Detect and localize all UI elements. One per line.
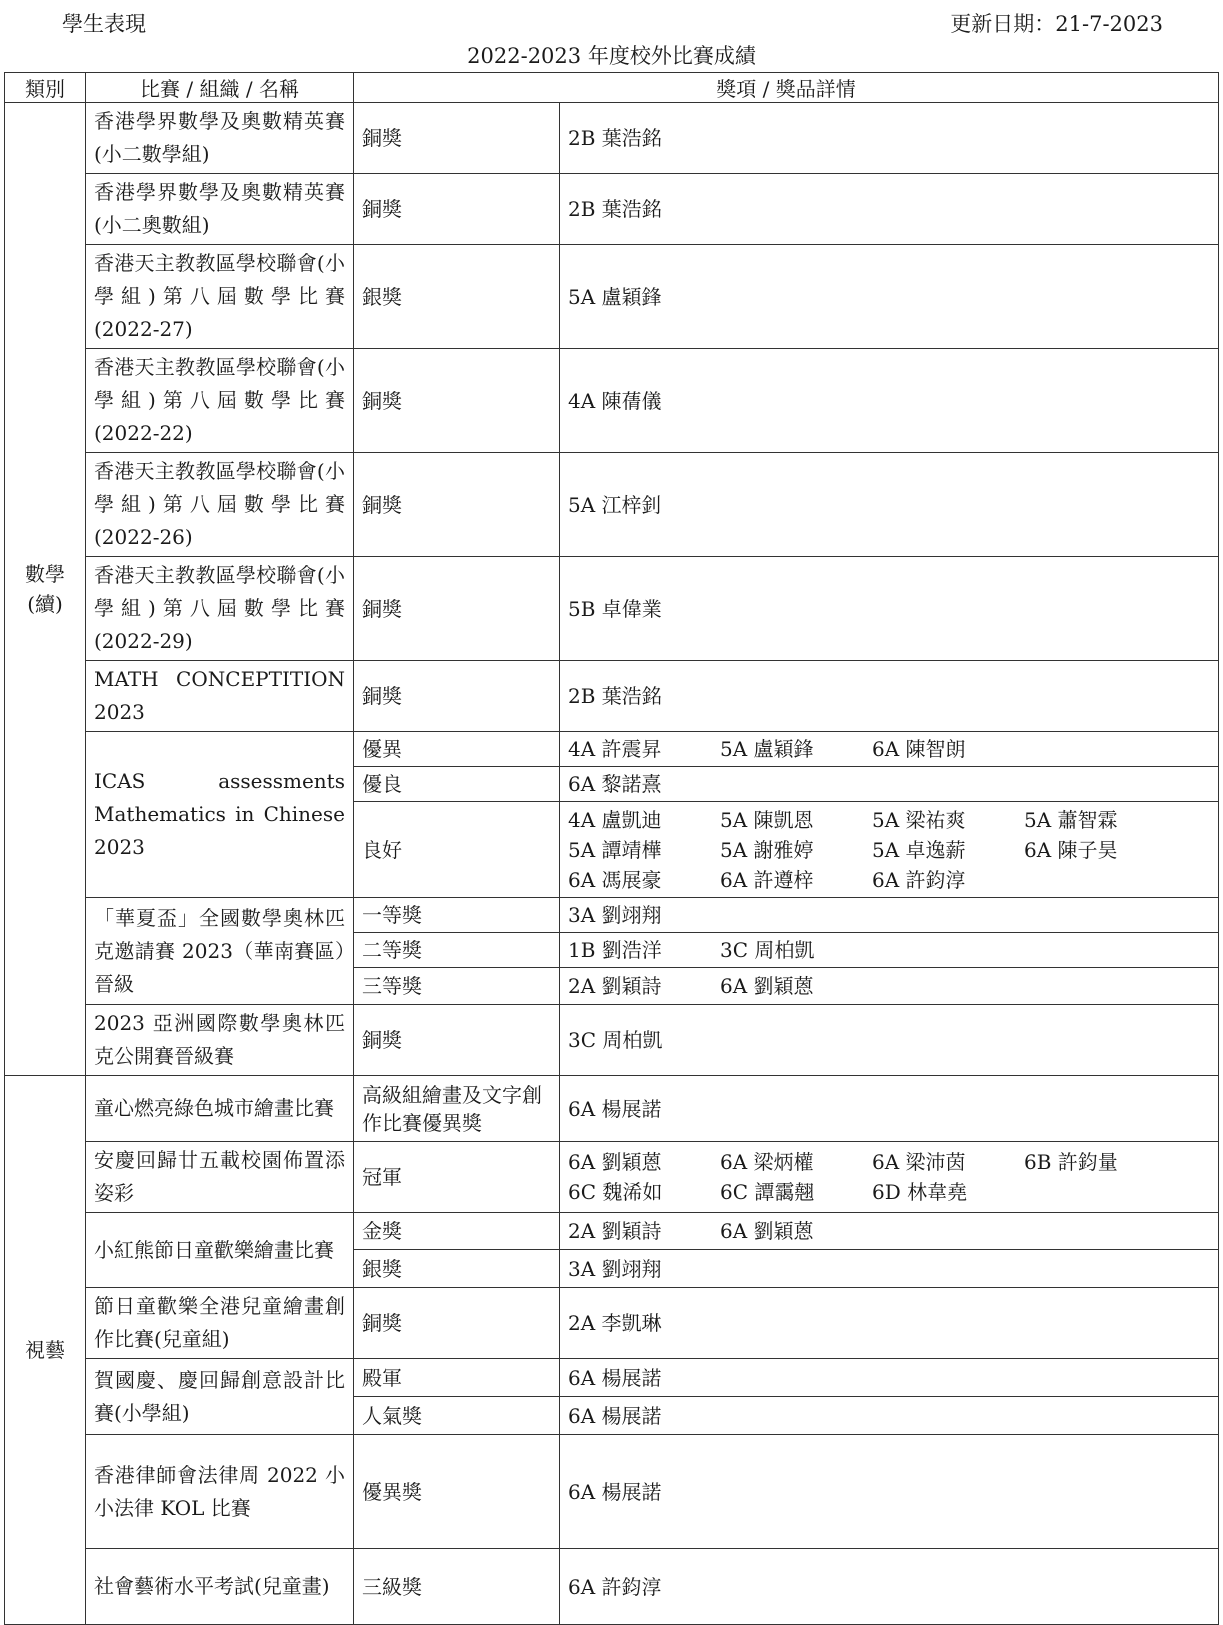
competition-name: 香港學界數學及奧數精英賽(小二奧數組) [86, 174, 354, 245]
student-name: 5A 譚靖樺 [568, 837, 662, 862]
table-header-row [5, 73, 1219, 103]
award-level: 銅獎 [354, 1005, 560, 1076]
competition-name: 安慶回歸廿五載校園佈置添姿彩 [86, 1142, 354, 1213]
student-name: 6A 許鈞淳 [568, 1574, 662, 1599]
competition-name: 小紅熊節日童歡樂繪畫比賽 [86, 1213, 354, 1288]
winner-list [560, 732, 1219, 767]
winner-names [568, 1147, 1210, 1207]
winner-list [560, 453, 1219, 557]
student-name: 2A 李凱琳 [568, 1311, 662, 1335]
award-level: 銅獎 [354, 349, 560, 453]
student-name: 5A 陳凱恩 [720, 807, 814, 832]
winner-list [560, 1288, 1219, 1359]
competition-name: MATH CONCEPTITION 2023 [86, 661, 354, 732]
winner-names [568, 805, 1210, 895]
award-level: 銅獎 [354, 174, 560, 245]
student-name: 1B 劉浩洋 [568, 938, 662, 962]
student-name: 6A 劉穎蒽 [568, 1150, 662, 1174]
competition-name: 香港天主教教區學校聯會(小學組)第八屆數學比賽(2022-27) [86, 245, 354, 349]
award-level: 銅獎 [354, 1288, 560, 1359]
award-level: 冠軍 [354, 1142, 560, 1213]
award-level: 金獎 [354, 1213, 560, 1250]
student-name: 2A 劉穎詩 [568, 974, 662, 998]
award-level: 二等獎 [354, 933, 560, 968]
award-level: 優良 [354, 767, 560, 802]
competition-name: 香港天主教教區學校聯會(小學組)第八屆數學比賽(2022-22) [86, 349, 354, 453]
winner-list [560, 898, 1219, 933]
student-name: 6C 譚靄翹 [720, 1180, 815, 1204]
winner-list [560, 1549, 1219, 1625]
student-name: 4A 盧凱迪 [568, 807, 662, 832]
competition-name: 賀國慶、慶回歸創意設計比賽(小學組) [86, 1359, 354, 1435]
student-name: 6A 楊展諾 [568, 1365, 662, 1390]
winner-names [568, 681, 1210, 711]
table-row [5, 898, 1219, 933]
table-row [5, 1213, 1219, 1250]
winner-names [568, 490, 1210, 520]
student-name: 6A 馮展豪 [568, 867, 662, 892]
competition-name: 香港天主教教區學校聯會(小學組)第八屆數學比賽(2022-26) [86, 453, 354, 557]
competition-name: 童心燃亮綠色城市繪畫比賽 [86, 1076, 354, 1142]
winner-list [560, 1142, 1219, 1213]
award-level: 人氣獎 [354, 1397, 560, 1435]
table-row [5, 349, 1219, 453]
winner-names [568, 1025, 1210, 1055]
competition-name: ICAS assessments Mathematics in Chinese 2023 [86, 732, 354, 898]
winner-names [568, 1308, 1210, 1338]
award-level: 三級獎 [354, 1549, 560, 1625]
student-name: 6A 黎諾熹 [568, 772, 662, 796]
student-name: 6A 劉穎蒽 [720, 1219, 814, 1243]
student-name: 4A 陳蒨儀 [568, 388, 662, 413]
winner-list [560, 1435, 1219, 1549]
winner-list [560, 1005, 1219, 1076]
table-row [5, 1549, 1219, 1625]
student-name: 5A 蕭智霖 [1024, 807, 1118, 832]
table-row [5, 245, 1219, 349]
student-name: 3C 周柏凱 [720, 938, 815, 962]
winner-list [560, 802, 1219, 898]
winner-names [568, 386, 1210, 416]
student-name: 3A 劉翊翔 [568, 1256, 662, 1281]
table-row [5, 661, 1219, 732]
winner-list [560, 1076, 1219, 1142]
table-row [5, 453, 1219, 557]
award-level: 銅獎 [354, 453, 560, 557]
section-header: 學生表現 [62, 12, 146, 36]
page-title: 2022-2023 年度校外比賽成績 [467, 44, 756, 68]
winner-names [568, 1094, 1210, 1124]
winner-list [560, 767, 1219, 802]
header-award: 獎項 / 獎品詳情 [354, 73, 1219, 103]
header-competition: 比賽 / 組織 / 名稱 [86, 73, 354, 103]
student-name: 6A 楊展諾 [568, 1479, 662, 1504]
competition-name: 社會藝術水平考試(兒童畫) [86, 1549, 354, 1625]
award-level: 銅獎 [354, 557, 560, 661]
award-level: 銀獎 [354, 1250, 560, 1288]
table-row [5, 557, 1219, 661]
winner-list [560, 968, 1219, 1005]
student-name: 5A 謝雅婷 [720, 837, 814, 862]
student-name: 6A 楊展諾 [568, 1096, 662, 1121]
results-table [4, 72, 1219, 1625]
winner-list [560, 349, 1219, 453]
table-row [5, 1288, 1219, 1359]
student-name: 6A 劉穎蒽 [720, 974, 814, 998]
category-cell: 數學(續) [5, 103, 86, 1076]
winner-names [568, 1572, 1210, 1602]
student-name: 6A 梁炳權 [720, 1150, 814, 1174]
competition-name: 香港律師會法律周 2022 小小法律 KOL 比賽 [86, 1435, 354, 1549]
winner-names [568, 1401, 1210, 1431]
student-name: 3A 劉翊翔 [568, 903, 662, 927]
student-name: 5B 卓偉業 [568, 596, 662, 621]
student-name: 5A 卓逸薪 [872, 837, 966, 862]
student-name: 5A 盧穎鋒 [568, 284, 662, 309]
award-level: 良好 [354, 802, 560, 898]
table-row [5, 1359, 1219, 1397]
winner-list [560, 1359, 1219, 1397]
winner-list [560, 557, 1219, 661]
winner-list [560, 661, 1219, 732]
table-row [5, 1435, 1219, 1549]
student-name: 6B 許鈞量 [1024, 1150, 1118, 1174]
update-date: 更新日期：21-7-2023 [950, 12, 1163, 36]
student-name: 2A 劉穎詩 [568, 1219, 662, 1243]
competition-name: 2023 亞洲國際數學奧林匹克公開賽晉級賽 [86, 1005, 354, 1076]
winner-names [568, 282, 1210, 312]
student-name: 6A 許鈞淳 [872, 867, 966, 892]
winner-names [568, 1363, 1210, 1393]
competition-name: 香港學界數學及奧數精英賽(小二數學組) [86, 103, 354, 174]
student-name: 6A 陳智朗 [872, 737, 966, 761]
winner-names [568, 594, 1210, 624]
student-name: 3C 周柏凱 [568, 1028, 663, 1052]
student-name: 2B 葉浩銘 [568, 197, 662, 221]
award-level: 優異獎 [354, 1435, 560, 1549]
table-row [5, 174, 1219, 245]
winner-names [568, 1254, 1210, 1284]
table-row [5, 1142, 1219, 1213]
header-category: 類別 [5, 73, 86, 103]
competition-name: 節日童歡樂全港兒童繪畫創作比賽(兒童組) [86, 1288, 354, 1359]
student-name: 6A 陳子昊 [1024, 837, 1118, 862]
category-cell: 視藝 [5, 1076, 86, 1625]
winner-names [568, 123, 1210, 153]
student-name: 6A 許遵梓 [720, 867, 814, 892]
award-level: 三等獎 [354, 968, 560, 1005]
award-level: 高級組繪畫及文字創作比賽優異獎 [354, 1076, 560, 1142]
winner-list [560, 174, 1219, 245]
winner-names [568, 734, 1210, 764]
winner-list [560, 1397, 1219, 1435]
student-name: 4A 許震昇 [568, 737, 662, 761]
award-level: 銅獎 [354, 103, 560, 174]
award-level: 一等獎 [354, 898, 560, 933]
winner-list [560, 1250, 1219, 1288]
student-name: 5A 梁祐爽 [872, 807, 966, 832]
table-row [5, 732, 1219, 767]
winner-list [560, 245, 1219, 349]
winner-list [560, 1213, 1219, 1250]
award-level: 銅獎 [354, 661, 560, 732]
winner-list [560, 933, 1219, 968]
student-name: 6A 梁沛茵 [872, 1150, 966, 1174]
winner-names [568, 900, 1210, 930]
student-name: 6D 林韋堯 [872, 1180, 968, 1204]
student-name: 6A 楊展諾 [568, 1403, 662, 1428]
winner-names [568, 935, 1210, 965]
winner-names [568, 1216, 1210, 1246]
winner-names [568, 769, 1210, 799]
award-level: 銀獎 [354, 245, 560, 349]
table-row [5, 1005, 1219, 1076]
table-row [5, 1076, 1219, 1142]
award-level: 優異 [354, 732, 560, 767]
table-body [5, 103, 1219, 1625]
student-name: 5A 江梓釗 [568, 492, 662, 517]
student-name: 5A 盧穎鋒 [720, 737, 814, 761]
table-row [5, 103, 1219, 174]
award-level: 殿軍 [354, 1359, 560, 1397]
student-name: 2B 葉浩銘 [568, 126, 662, 150]
competition-name: 「華夏盃」全國數學奧林匹克邀請賽 2023（華南賽區）晉級 [86, 898, 354, 1005]
winner-list [560, 103, 1219, 174]
winner-names [568, 971, 1210, 1001]
competition-name: 香港天主教教區學校聯會(小學組)第八屆數學比賽(2022-29) [86, 557, 354, 661]
winner-names [568, 194, 1210, 224]
student-name: 2B 葉浩銘 [568, 684, 662, 708]
student-name: 6C 魏浠如 [568, 1180, 663, 1204]
winner-names [568, 1477, 1210, 1507]
